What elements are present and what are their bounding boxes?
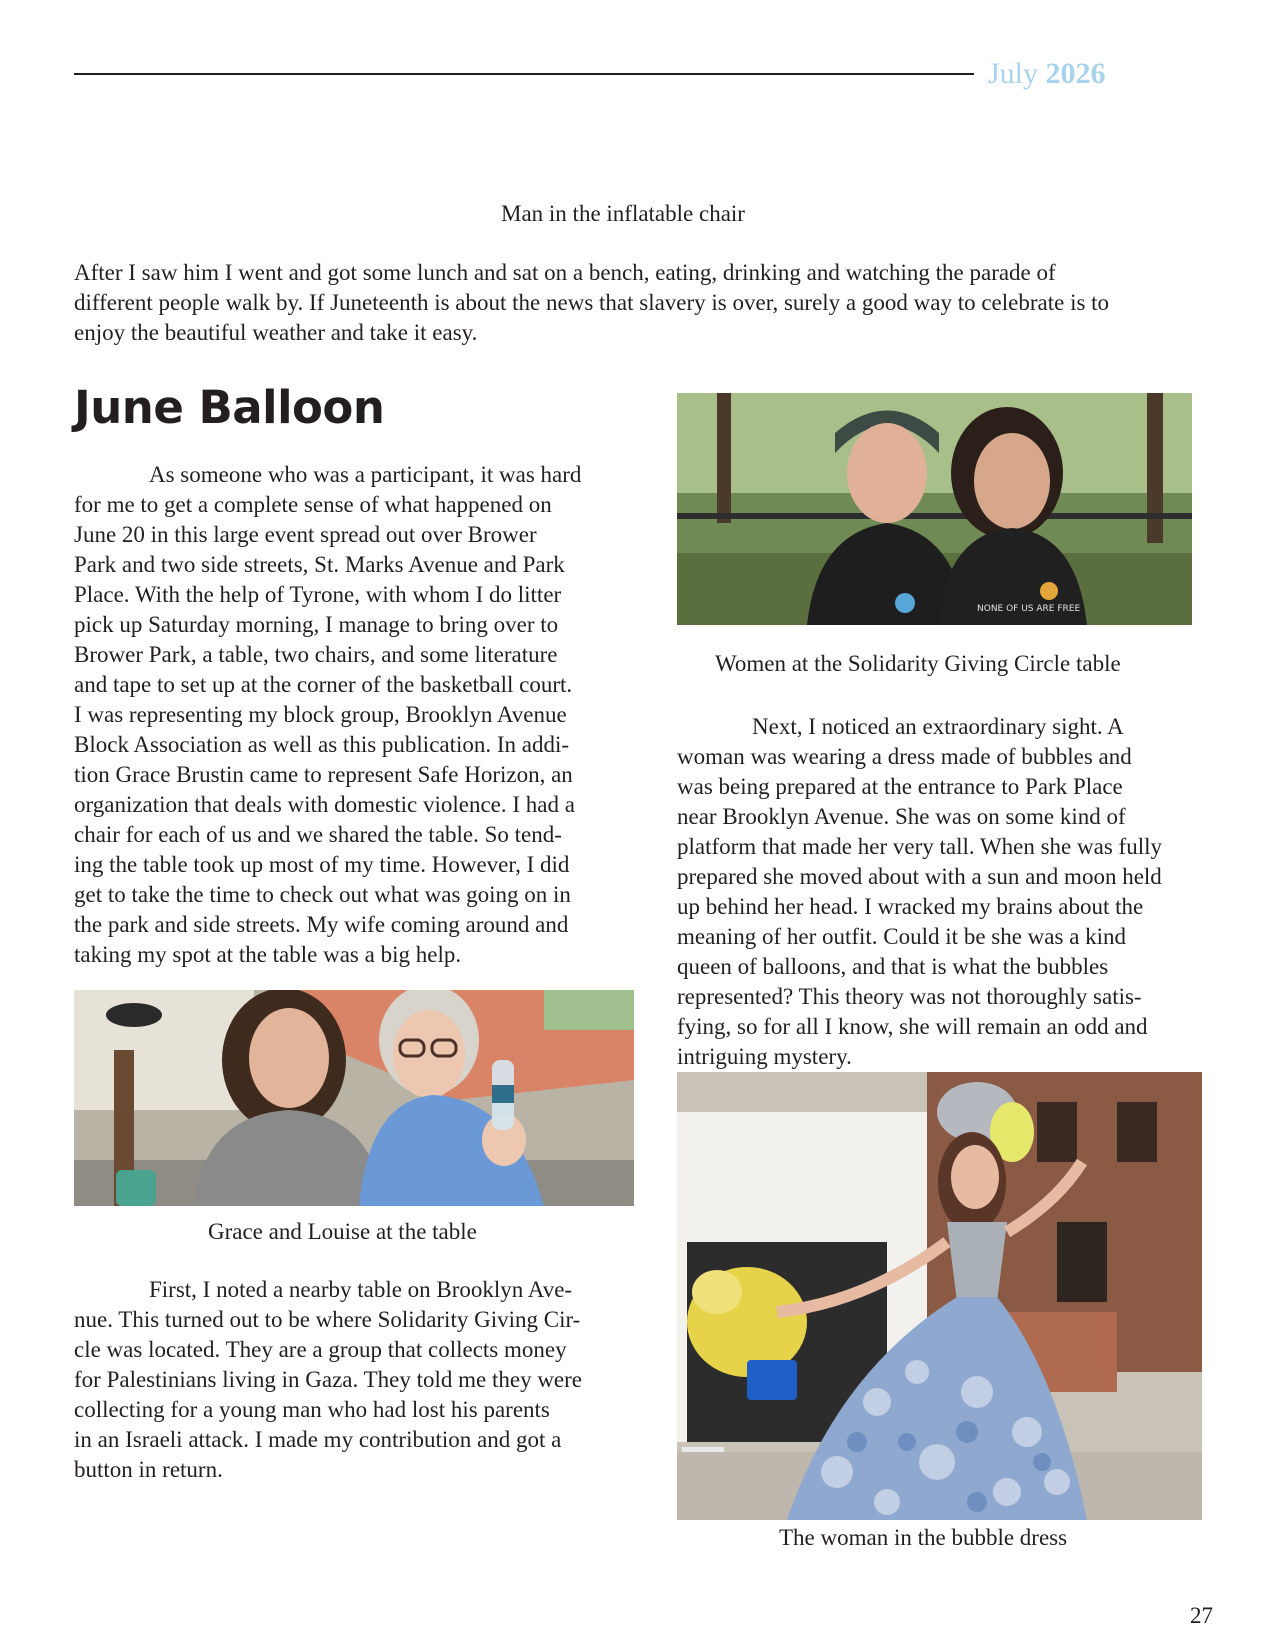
text-line: intriguing mystery. — [677, 1044, 852, 1069]
text-line: I was representing my block group, Brooklyn Avenue — [74, 702, 567, 727]
text-line: chair for each of us and we shared the table. So tend- — [74, 822, 562, 847]
text-line: button in return. — [74, 1457, 223, 1482]
page-number: 27 — [1190, 1603, 1213, 1628]
caption-women-table: Women at the Solidarity Giving Circle table — [715, 651, 1121, 676]
issue-date — [988, 56, 1106, 92]
header-rule — [74, 73, 974, 75]
text-line: was being prepared at the entrance to Park Place — [677, 774, 1123, 799]
text-line: collecting for a young man who had lost his parents — [74, 1397, 550, 1422]
shirt-slogan: NONE OF US ARE FREE — [977, 604, 1081, 614]
text-line: different people walk by. If Juneteenth is about the news that slavery is over, surely a good way to celebrate is to — [74, 290, 1110, 315]
text-line: organization that deals with domestic violence. I had a — [74, 792, 575, 817]
article-title: June Balloon — [74, 381, 385, 434]
text-line: and tape to set up at the corner of the basketball court. — [74, 672, 573, 697]
text-line: tion Grace Brustin came to represent Safe Horizon, an — [74, 762, 573, 787]
text-line: enjoy the beautiful weather and take it easy. — [74, 320, 478, 345]
left-paragraph-1 — [74, 460, 581, 970]
text-line: Park and two side streets, St. Marks Avenue and Park — [74, 552, 565, 577]
text-line: cle was located. They are a group that collects money — [74, 1337, 567, 1362]
text-line: queen of balloons, and that is what the bubbles — [677, 954, 1109, 979]
text-line: prepared she moved about with a sun and moon held — [677, 864, 1162, 889]
left-paragraph-2 — [74, 1275, 582, 1485]
text-line: June 20 in this large event spread out over Brower — [74, 522, 537, 547]
issue-month: July — [988, 57, 1039, 90]
text-line: Next, I noticed an extraordinary sight. A — [752, 714, 1124, 739]
text-line: up behind her head. I wracked my brains about the — [677, 894, 1144, 919]
intro-photo-caption: Man in the inflatable chair — [501, 201, 745, 226]
photo-grace-louise — [74, 990, 634, 1206]
text-line: taking my spot at the table was a big help. — [74, 942, 462, 967]
text-line: nue. This turned out to be where Solidarity Giving Cir- — [74, 1307, 581, 1332]
text-line: woman was wearing a dress made of bubbles and — [677, 744, 1132, 769]
text-line: Place. With the help of Tyrone, with whom I do litter — [74, 582, 562, 607]
text-line: Block Association as well as this publication. In addi- — [74, 732, 570, 757]
right-paragraph-1 — [677, 712, 1162, 1072]
issue-year: 2026 — [1045, 57, 1106, 90]
text-line: for Palestinians living in Gaza. They told me they were — [74, 1367, 582, 1392]
text-line: get to take the time to check out what was going on in — [74, 882, 571, 907]
text-line: After I saw him I went and got some lunch and sat on a bench, eating, drinking and watching the parade of — [74, 260, 1056, 285]
photo-women-table — [677, 393, 1192, 625]
text-line: for me to get a complete sense of what happened on — [74, 492, 552, 517]
text-line: in an Israeli attack. I made my contribution and got a — [74, 1427, 562, 1452]
text-line: represented? This theory was not thoroughly satis- — [677, 984, 1142, 1009]
text-line: the park and side streets. My wife coming around and — [74, 912, 569, 937]
text-line: meaning of her outfit. Could it be she was a kind — [677, 924, 1127, 949]
text-line: near Brooklyn Avenue. She was on some kind of — [677, 804, 1126, 829]
text-line: As someone who was a participant, it was hard — [149, 462, 582, 487]
photo-bubble-dress — [677, 1072, 1202, 1520]
text-line: First, I noted a nearby table on Brooklyn Ave- — [149, 1277, 573, 1302]
caption-bubble-dress: The woman in the bubble dress — [779, 1525, 1068, 1550]
text-line: pick up Saturday morning, I manage to bring over to — [74, 612, 559, 637]
caption-grace-louise: Grace and Louise at the table — [208, 1219, 477, 1244]
text-line: fying, so for all I know, she will remain an odd and — [677, 1014, 1148, 1039]
text-line: ing the table took up most of my time. However, I did — [74, 852, 570, 877]
intro-paragraph — [74, 258, 1109, 348]
text-line: Brower Park, a table, two chairs, and some literature — [74, 642, 558, 667]
text-line: platform that made her very tall. When she was fully — [677, 834, 1162, 859]
